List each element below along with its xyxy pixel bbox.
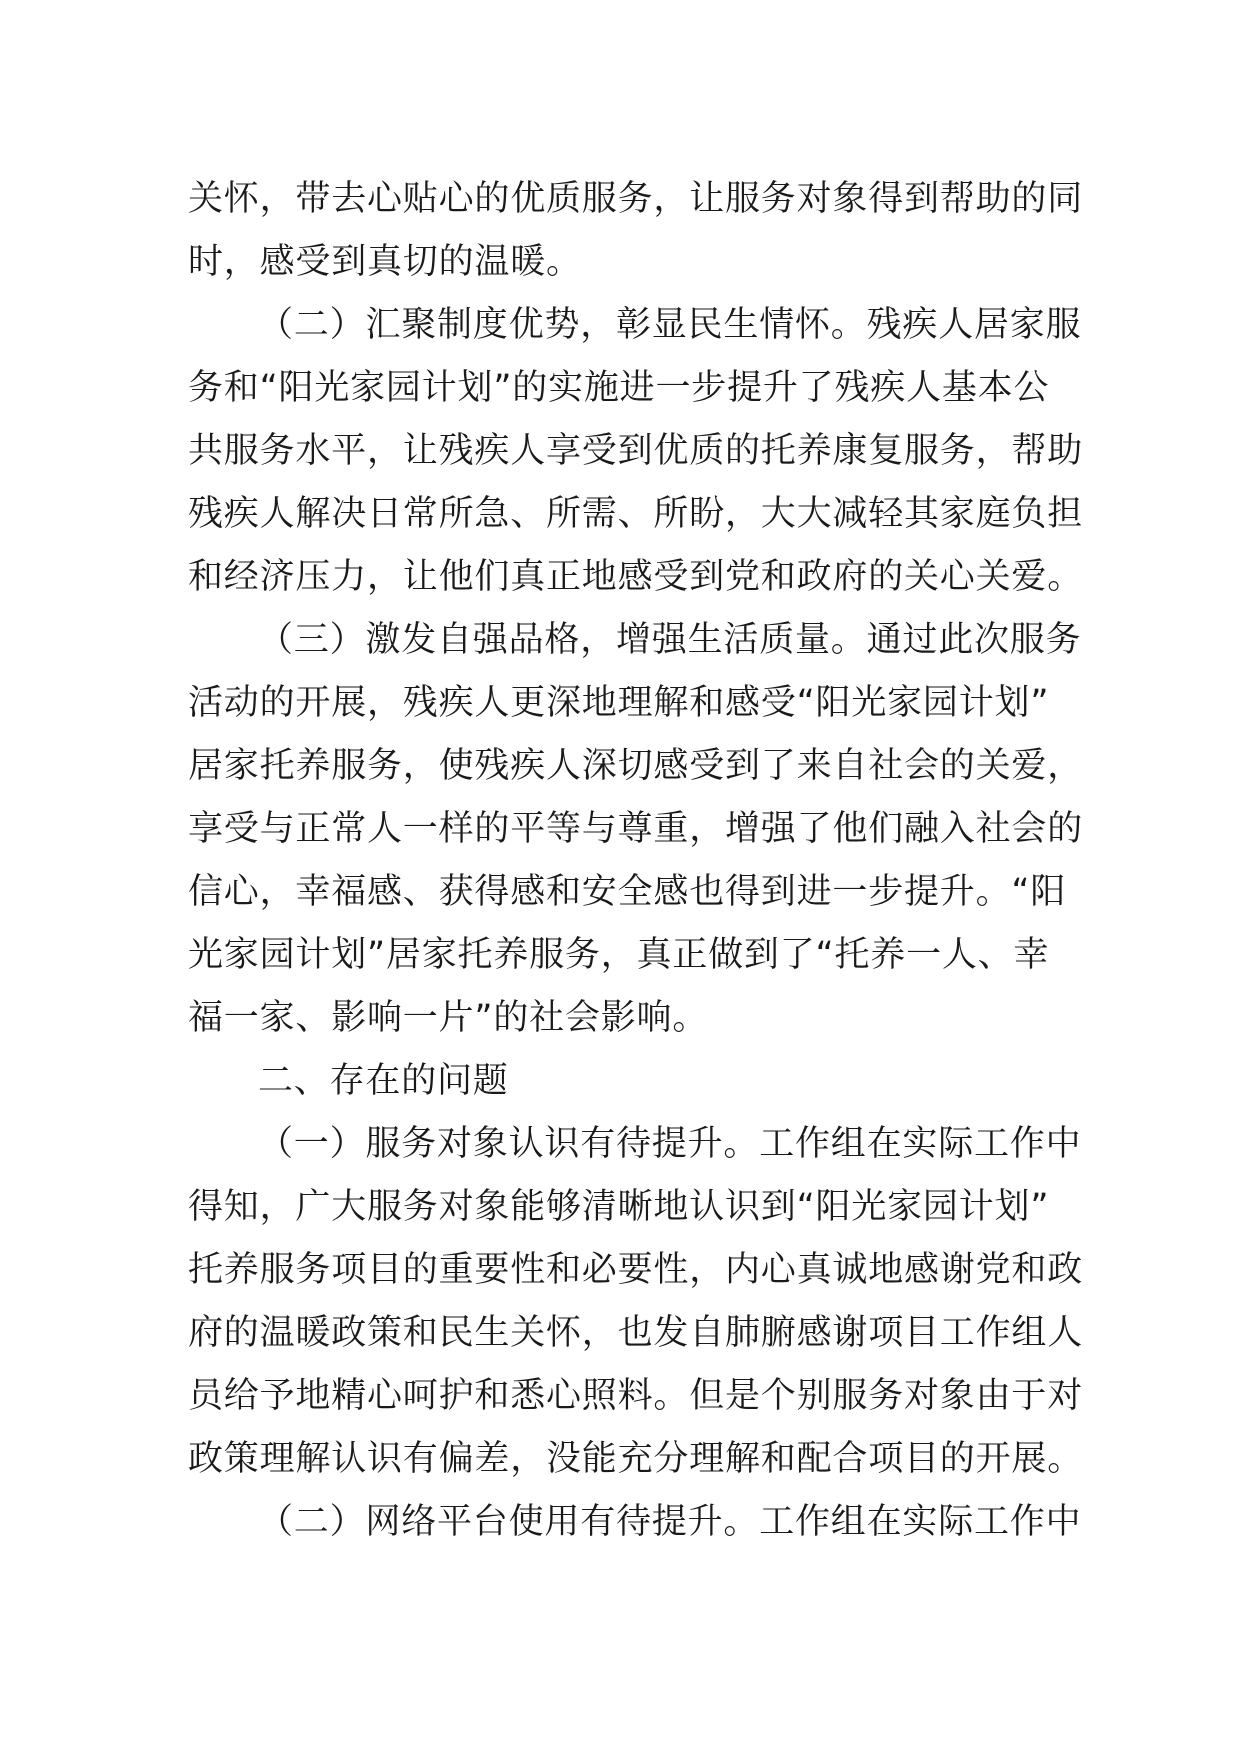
paragraph-line: 和经济压力，让他们真正地感受到党和政府的关心关爱。 (188, 557, 1084, 597)
paragraph-line: 时，感受到真切的温暖。 (188, 242, 582, 282)
paragraph-line: （二）汇聚制度优势，彰显民生情怀。残疾人居家服 (258, 305, 1082, 345)
paragraph-line: 关怀，带去心贴心的优质服务，让服务对象得到帮助的同 (188, 179, 1084, 219)
paragraph-line: 残疾人解决日常所急、所需、所盼，大大减轻其家庭负担 (188, 494, 1084, 534)
paragraph-line: 府的温暖政策和民生关怀，也发自肺腑感谢项目工作组人 (188, 1313, 1084, 1353)
paragraph-line: （一）服务对象认识有待提升。工作组在实际工作中 (258, 1124, 1082, 1164)
paragraph-line: 信心，幸福感、获得感和安全感也得到进一步提升。“阳 (188, 872, 1067, 912)
paragraph-line: 享受与正常人一样的平等与尊重，增强了他们融入社会的 (188, 809, 1084, 849)
document-body (188, 168, 1084, 1554)
paragraph-line: 政策理解认识有偏差，没能充分理解和配合项目的开展。 (188, 1439, 1084, 1479)
paragraph-line: 福一家、影响一片”的社会影响。 (188, 998, 709, 1038)
paragraph-line: 居家托养服务，使残疾人深切感受到了来自社会的关爱， (188, 746, 1084, 786)
paragraph-line: 员给予地精心呵护和悉心照料。但是个别服务对象由于对 (188, 1376, 1084, 1416)
paragraph-line: （三）激发自强品格，增强生活质量。通过此次服务 (258, 620, 1082, 660)
paragraph-line: 务和“阳光家园计划”的实施进一步提升了残疾人基本公 (188, 368, 1050, 408)
paragraph-line: 共服务水平，让残疾人享受到优质的托养康复服务，帮助 (188, 431, 1084, 471)
section-heading: 二、存在的问题 (258, 1061, 509, 1101)
paragraph-line: 光家园计划”居家托养服务，真正做到了“托养一人、幸 (188, 935, 1050, 975)
paragraph-line: 托养服务项目的重要性和必要性，内心真诚地感谢党和政 (188, 1250, 1084, 1290)
paragraph-line: 活动的开展，残疾人更深地理解和感受“阳光家园计划” (188, 683, 1050, 723)
paragraph-line: 得知，广大服务对象能够清晰地认识到“阳光家园计划” (188, 1187, 1050, 1227)
paragraph-line: （二）网络平台使用有待提升。工作组在实际工作中 (258, 1502, 1082, 1542)
